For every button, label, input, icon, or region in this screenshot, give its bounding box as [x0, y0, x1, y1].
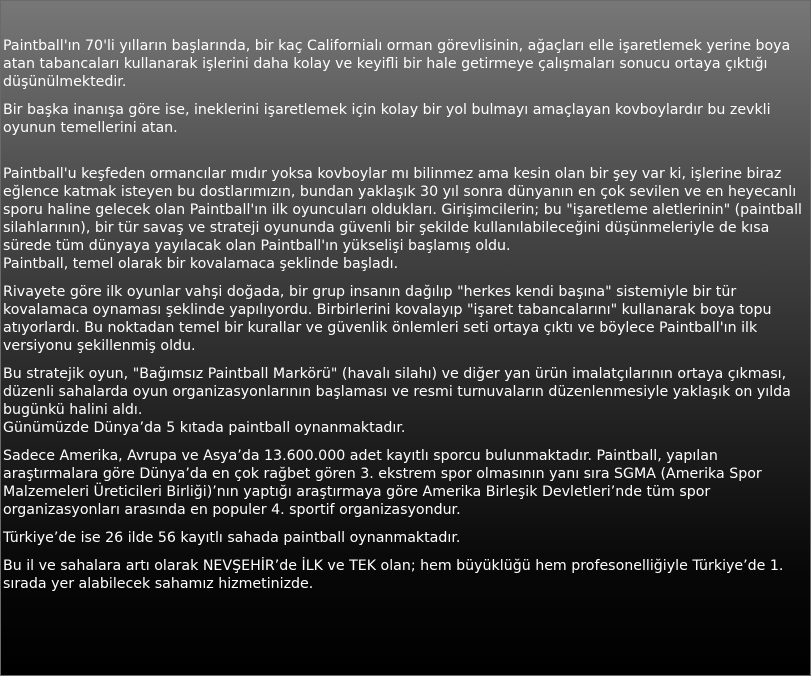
paragraph-first-players: Paintball'u keşfeden ormancılar mıdır yoksa kovboylar mı bilinmez ama kesin olan bir şey var ki, işlerine biraz eğlence katmak isteyen bu dostlarımızın, bundan yaklaşık 30 yıl sonra dünyanın en çok sevilen ve en heyecanlı sporu haline gelecek olan Paintball'ın ilk oyuncuları oldukları. Girişimcilerin; bu "işaretleme aletlerinin" (paintball silahlarının), bir tür savaş ve strateji oyununda güvenli bir şekilde kullanılabileceğini düşünmeleriyle de kısa sürede tüm dünyaya yayılacak olan Paintball'ın yükselişi başlamış oldu. Paintball, temel olarak bir kovalamaca şeklinde başladı.: [3, 166, 802, 272]
paragraph-turkey: Türkiye’de ise 26 ilde 56 kayıtlı sahada paintball oynanmaktadır.: [3, 530, 461, 546]
paragraph-origin-cowboys: Bir başka inanışa göre ise, ineklerini işaretlemek için kolay bir yol bulmayı amaçlayan kovboylardır bu zevkli oyunun temellerini atan.: [3, 102, 771, 136]
paragraph-statistics: Sadece Amerika, Avrupa ve Asya’da 13.600.000 adet kayıtlı sporcu bulunmaktadır. Paintball, yapılan araştırmalara göre Dünya’da en çok rağbet gören 3. ekstrem spor olmasının yanı sıra SGMA (Amerika Spor Malzemeleri Üreticileri Birliği)’nın yaptığı araştırmaya göre Amerika Birleşik Devletleri’nde tüm spor organizasyonları arasında en populer 4. sportif organizasyondur.: [3, 448, 762, 518]
paragraph-nevsehir-field: Bu il ve sahalara artı olarak NEVŞEHİR’de İLK ve TEK olan; hem büyüklüğü hem profesonelliğiyle Türkiye’de 1. sırada yer alabilecek sahamız hizmetinizde.: [3, 558, 784, 592]
paragraph-modern-form: Bu stratejik oyun, "Bağımsız Paintball Markörü" (havalı silahı) ve diğer yan ürün imalatçılarının ortaya çıkması, düzenli sahalarda oyun organizasyonlarının başlaması ve resmi turnuvaların düzenlenmesiyle yaklaşık on yılda bugünkü halini aldı. Günümüzde Dünya’da 5 kıtada paintball oynanmaktadır.: [3, 366, 791, 436]
paragraph-first-games: Rivayete göre ilk oyunlar vahşi doğada, bir grup insanın dağılıp "herkes kendi başına" sistemiyle bir tür kovalamaca oynaması şeklinde yapılıyordu. Birbirlerini kovalayıp "işaret tabancalarını" kullanarak boya topu atıyorlardı. Bu noktadan temel bir kurallar ve güvenlik önlemleri seti ortaya çıktı ve böylece Paintball'ın ilk versiyonu şekillenmiş oldu.: [3, 284, 772, 354]
paragraph-origin-forest-rangers: Paintball'ın 70'li yılların başlarında, bir kaç Californialı orman görevlisinin, ağaçları elle işaretlemek yerine boya atan tabancaları kullanarak işlerini daha kolay ve keyifli bir hale getirmeye çalışmaları sonucu ortaya çıktığı düşünülmektedir.: [3, 38, 791, 90]
